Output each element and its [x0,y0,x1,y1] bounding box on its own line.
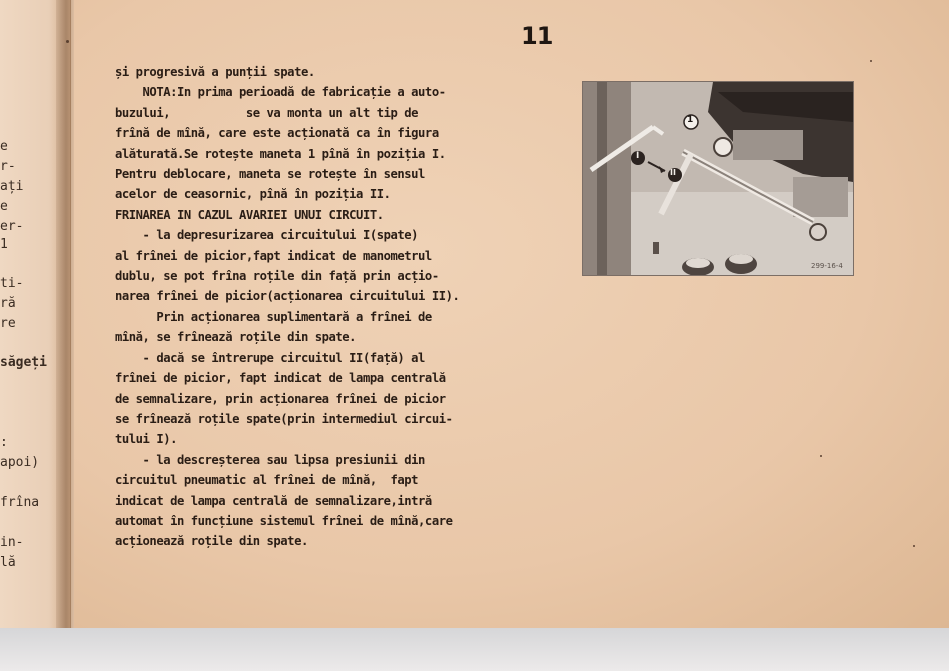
left-page-fragment: apoi) [0,455,40,470]
text-line: mînă, se frînează roțile din spate. [115,330,357,345]
left-page-fragment: in- [0,535,24,550]
text-line: frînei de picior, fapt indicat de lampa centrală [115,371,446,386]
page-number: 11 [521,22,553,50]
section-heading: FRINAREA IN CAZUL AVARIEI UNUI CIRCUIT. [115,207,384,222]
text-line: se frînează roțile spate(prin intermediul circui- [115,411,453,426]
text-line: - dacă se întrerupe circuitul II(față) al [115,350,425,365]
left-page-fragment: lă [0,555,16,570]
text-line: acționează roțile din spate. [115,534,308,549]
text-line: al frînei de picior,fapt indicat de manometrul [115,248,432,263]
left-page-fragment: : [0,435,8,450]
text-line: - la descreșterea sau lipsa presiunii din [115,452,425,467]
callout-II: II [670,168,676,177]
ink-speck [66,40,69,43]
text-line: acelor de ceasornic, pînă în poziția II. [115,187,391,202]
left-page-fragment: 1 [0,237,8,252]
left-page-fragment: r- [0,159,16,174]
text-line: buzului, se va monta un alt tip de [115,105,419,120]
text-line: Pentru deblocare, maneta se rotește în sensul [115,167,425,182]
scanner-bed-strip [0,628,949,671]
book-spine-fold [56,0,76,628]
text-line: dublu, se pot frîna roțile din față prin acțio- [115,269,439,284]
text-line: Prin acționarea suplimentară a frînei de [115,309,432,324]
handbrake-figure-photo [582,81,854,276]
left-page-fragment: ră [0,296,16,311]
text-line: tului I). [115,432,177,447]
text-line: indicat de lampa centrală de semnalizare,intră [115,493,432,508]
text-line: narea frînei de picior(acționarea circuitului II). [115,289,460,304]
left-page-fragment: ați [0,179,24,194]
text-line: alăturată.Se rotește maneta 1 pînă în poziția I. [115,146,446,161]
left-page-fragment: e [0,199,8,214]
text-line: NOTA:In prima perioadă de fabricație a auto- [115,85,446,100]
left-page-fragment: săgeți [0,355,47,370]
text-line: de semnalizare, prin acționarea frînei de picior [115,391,446,406]
left-page-fragment: er- [0,219,24,234]
callout-1: 1 [687,115,694,125]
text-line: - la depresurizarea circuitului I(spate) [115,228,419,243]
handbrake-lever-illustration [583,82,853,275]
ink-speck [870,60,872,62]
text-line: frînă de mînă, care este acționată ca în figura [115,126,439,141]
callout-I: I [636,151,640,161]
text-line: automat în funcțiune sistemul frînei de mînă,care [115,513,453,528]
text-line: și progresivă a punții spate. [115,65,315,79]
ink-speck [820,455,822,457]
figure-code: 299-16-4 [811,262,843,270]
left-page-fragment: e [0,139,8,154]
ink-speck [913,545,915,547]
left-page-fragment: ti- [0,276,24,291]
left-page-fragment: re [0,316,16,331]
text-line: circuitul pneumatic al frînei de mînă, fapt [115,473,419,488]
left-page-fragment: frîna [0,495,40,510]
body-text [115,62,545,552]
